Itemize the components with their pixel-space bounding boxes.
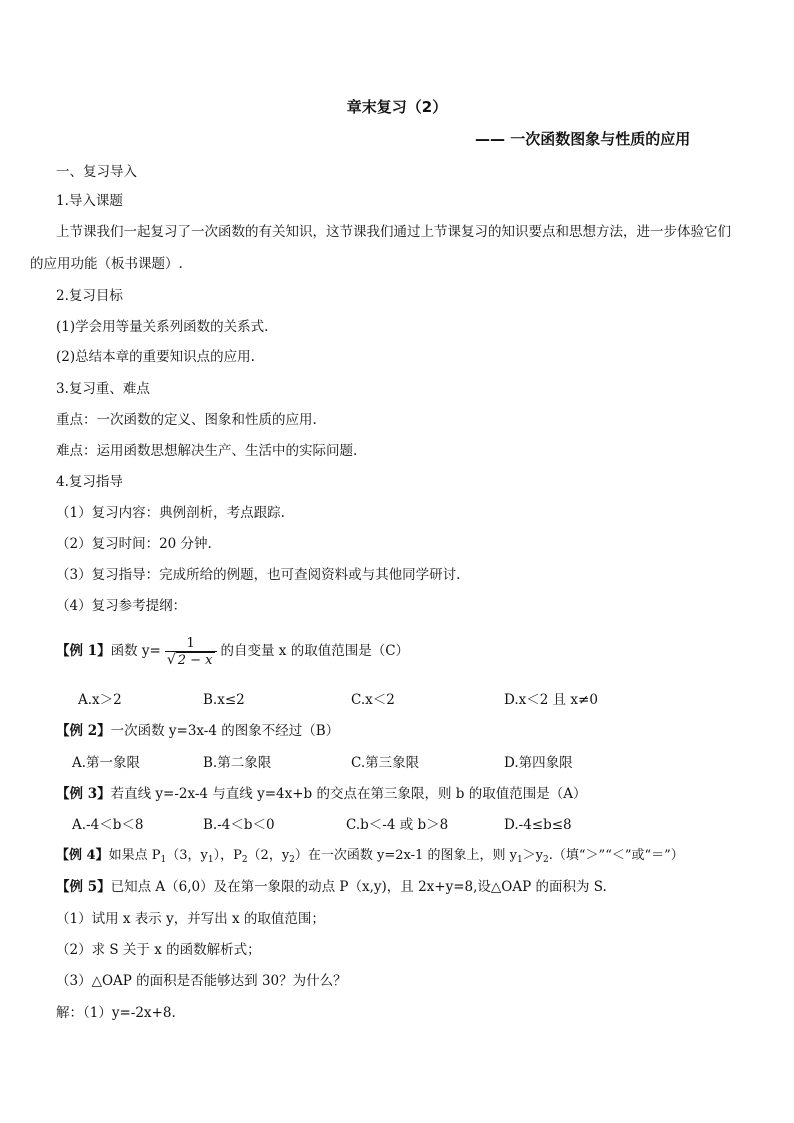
difficult-point-text: 难点：运用函数思想解决生产、生活中的实际问题. (56, 443, 358, 459)
example-4-part: （3，y (166, 848, 208, 863)
example-2-text: 一次函数 y=3x-4 的图象不经过（B） (110, 723, 340, 739)
example-1-option-c: C.x＜2 (351, 692, 395, 708)
subscript: 2 (241, 855, 248, 865)
example-4-part: ）在一次函数 y=2x-1 的图象上，则 y (294, 848, 517, 863)
example-3 (56, 785, 586, 803)
example-1-option-a: A.x＞2 (78, 692, 122, 708)
example-1-prefix: 函数 y= (110, 643, 161, 659)
guidance-item-1: （1）复习内容：典例剖析，考点跟踪. (56, 505, 285, 521)
example-5-question-1: （1）试用 x 表示 y，并写出 x 的取值范围； (56, 911, 325, 927)
guidance-item-2: （2）复习时间：20 分钟. (56, 536, 212, 552)
subscript: 1 (160, 855, 167, 865)
subheading-guidance: 4.复习指导 (56, 474, 123, 490)
subscript: 2 (289, 855, 295, 865)
example-3-label: 【例 3】 (56, 786, 111, 802)
example-3-option-b: B.-4＜b＜0 (203, 817, 275, 833)
example-2-label: 【例 2】 (56, 723, 111, 739)
example-2-option-d: D.第四象限 (504, 755, 573, 771)
section-heading-review-intro: 一、复习导入 (56, 164, 137, 180)
example-1-option-d: D.x＜2 且 x≠0 (504, 692, 598, 708)
example-1-label: 【例 1】 (56, 643, 111, 659)
guidance-item-4: （4）复习参考提纲： (56, 598, 187, 614)
example-5-question-2: （2）求 S 关于 x 的函数解析式； (56, 942, 261, 958)
example-2-option-b: B.第二象限 (203, 755, 272, 771)
example-3-text: 若直线 y=-2x-4 与直线 y=4x+b 的交点在第三象限，则 b 的取值范围是（A） (110, 786, 587, 802)
paragraph-line-2: 的应用功能（板书课题）. (30, 256, 183, 272)
example-4-part: 如果点 P (108, 848, 161, 863)
goal-item-2: (2)总结本章的重要知识点的应用. (56, 349, 255, 365)
example-1-option-b: B.x≤2 (203, 692, 245, 708)
example-4-part: ＞y (522, 848, 544, 863)
example-3-option-a: A.-4＜b＜8 (72, 817, 144, 833)
example-5-text: 已知点 A（6,0）及在第一象限的动点 P（x,y)，且 2x+y=8,设△OAP 的面积为 S. (110, 879, 607, 895)
example-2-option-a: A.第一象限 (72, 755, 141, 771)
example-1-suffix: 的自变量 x 的取值范围是（C） (220, 643, 410, 659)
subheading-key-points: 3.复习重、难点 (56, 381, 150, 397)
fraction-denominator-wrapper (165, 652, 217, 668)
example-4-label: 【例 4】 (56, 848, 109, 863)
example-5-question-3: （3）△OAP 的面积是否能够达到 30？为什么？ (56, 973, 347, 989)
example-5-label: 【例 5】 (56, 879, 111, 895)
fraction-denominator: 2 − x (177, 652, 213, 668)
example-4-part: .（填“＞”“＜”或“＝”） (548, 848, 684, 863)
key-point-text: 重点：一次函数的定义、图象和性质的应用. (56, 412, 317, 428)
paragraph-line-1: 上节课我们一起复习了一次函数的有关知识，这节课我们通过上节课复习的知识要点和思想方法，进一步体验它们 (56, 224, 731, 240)
goal-item-1: (1)学会用等量关系列函数的关系式. (56, 319, 269, 335)
example-3-option-c: C.b＜-4 或 b＞8 (346, 817, 449, 833)
fraction (165, 636, 217, 668)
subscript: 2 (543, 855, 549, 865)
page-title: 章末复习（2） (346, 98, 448, 116)
subscript: 1 (207, 855, 214, 865)
fraction-numerator: 1 (165, 636, 217, 652)
example-4-part: （2，y (247, 848, 290, 863)
example-1 (56, 634, 409, 668)
example-2 (56, 722, 339, 740)
subheading-goals: 2.复习目标 (56, 288, 123, 304)
example-4-part: ），P (213, 848, 242, 863)
sqrt-icon: √ (166, 651, 176, 668)
page-subtitle: —— 一次函数图象与性质的应用 (475, 130, 691, 148)
subscript: 1 (516, 855, 523, 865)
guidance-item-3: （3）复习指导：完成所给的例题，也可查阅资料或与其他同学研讨. (56, 567, 461, 583)
example-4 (56, 847, 684, 869)
example-3-option-d: D.-4≤b≤8 (504, 817, 572, 833)
example-2-option-c: C.第三象限 (351, 755, 420, 771)
example-5-answer: 解：（1）y=-2x+8. (56, 1005, 176, 1021)
subheading-intro-topic: 1.导入课题 (56, 193, 123, 209)
example-5 (56, 878, 607, 896)
